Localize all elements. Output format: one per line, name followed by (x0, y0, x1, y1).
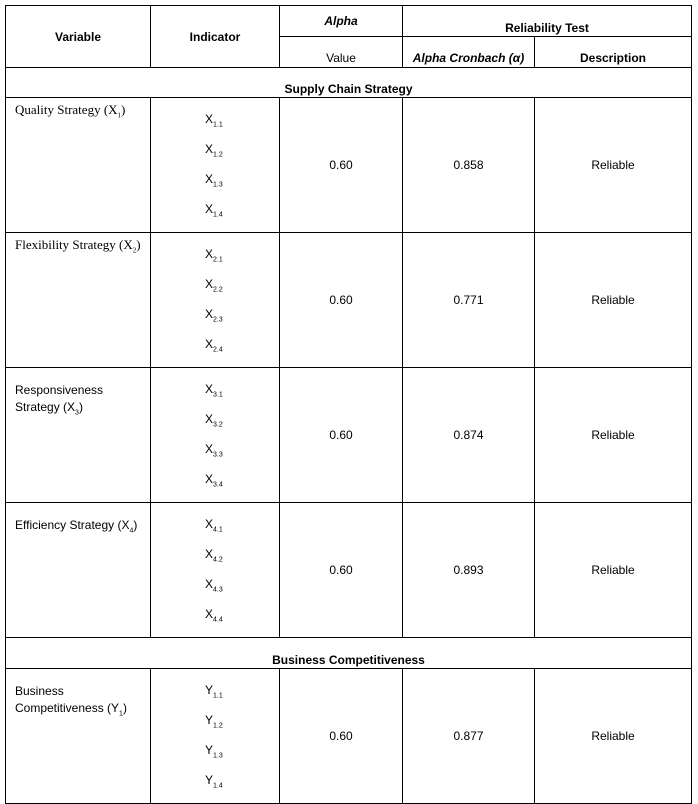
indicator-item: $X_{3.1}$ (205, 382, 223, 399)
alpha-value-cell: 0.60 (280, 233, 403, 368)
indicator-cell (151, 98, 280, 233)
indicator-item: $Y_{1.1}$ (205, 683, 223, 700)
indicator-item: $X_{4.1}$ (205, 517, 223, 534)
reliability-table-container (5, 5, 692, 804)
cronbach-cell: 0.771 (403, 233, 535, 368)
indicator-item: $X_{4.2}$ (205, 547, 223, 564)
section-row-supply-chain (6, 68, 692, 98)
description-cell: Reliable (535, 368, 692, 503)
variable-cell (6, 98, 151, 233)
cronbach-cell: 0.893 (403, 503, 535, 638)
header-alpha-cronbach: Alpha Cronbach (α) (403, 37, 535, 68)
header-row-1 (6, 6, 692, 37)
variable-label: Responsiveness Strategy (X (15, 383, 104, 414)
cronbach-cell: 0.858 (403, 98, 535, 233)
description-cell: Reliable (535, 669, 692, 804)
cronbach-cell: 0.877 (403, 669, 535, 804)
variable-label-end: ) (121, 102, 126, 117)
indicator-item: $X_{4.4}$ (205, 607, 223, 624)
section-row-business (6, 638, 692, 669)
header-indicator: Indicator (151, 6, 280, 68)
indicator-item: $X_{4.3}$ (205, 577, 223, 594)
description-cell: Reliable (535, 503, 692, 638)
header-reliability-test: Reliability Test (403, 6, 692, 37)
indicator-item: $X_{1.3}$ (205, 172, 223, 189)
variable-label: Flexibility Strategy (X (15, 237, 133, 252)
indicator-cell (151, 669, 280, 804)
section-title-business: Business Competitiveness (6, 638, 692, 669)
variable-cell (6, 503, 151, 638)
variable-label: Business Competitiveness (Y (15, 684, 120, 715)
indicator-item: $X_{2.2}$ (205, 277, 223, 294)
header-alpha-value: Value (280, 37, 403, 68)
table-row (6, 669, 692, 804)
table-row (6, 503, 692, 638)
indicator-item: $Y_{1.3}$ (205, 743, 223, 760)
variable-subscript: 4 (129, 527, 134, 535)
cronbach-cell: 0.874 (403, 368, 535, 503)
indicator-item: $X_{1.2}$ (205, 142, 223, 159)
alpha-value-cell: 0.60 (280, 669, 403, 804)
description-cell: Reliable (535, 233, 692, 368)
section-title-supply-chain: Supply Chain Strategy (6, 68, 692, 98)
variable-label-end: ) (122, 701, 127, 715)
variable-subscript: 1 (117, 111, 122, 120)
table-row (6, 233, 692, 368)
variable-label: Efficiency Strategy (X (15, 518, 130, 532)
table-row (6, 368, 692, 503)
indicator-cell (151, 503, 280, 638)
indicator-item: $X_{2.1}$ (205, 247, 223, 264)
alpha-value-cell: 0.60 (280, 368, 403, 503)
variable-label: Quality Strategy (X (15, 102, 118, 117)
variable-subscript: 2 (132, 246, 137, 255)
header-description: Description (535, 37, 692, 68)
table-row (6, 98, 692, 233)
alpha-value-cell: 0.60 (280, 98, 403, 233)
indicator-item: $X_{1.4}$ (205, 202, 223, 219)
variable-cell (6, 368, 151, 503)
description-cell: Reliable (535, 98, 692, 233)
indicator-item: $X_{3.2}$ (205, 412, 223, 429)
header-alpha-top: Alpha (280, 6, 403, 37)
header-variable: Variable (6, 6, 151, 68)
alpha-value-cell: 0.60 (280, 503, 403, 638)
indicator-item: $X_{2.3}$ (205, 307, 223, 324)
reliability-table (5, 5, 692, 804)
indicator-item: $X_{3.3}$ (205, 442, 223, 459)
variable-label-end: ) (136, 237, 141, 252)
variable-subscript: 3 (75, 409, 79, 417)
variable-subscript: 1 (119, 710, 123, 718)
indicator-cell (151, 233, 280, 368)
indicator-item: $Y_{1.4}$ (205, 773, 223, 790)
indicator-item: $X_{2.4}$ (205, 337, 223, 354)
variable-cell (6, 233, 151, 368)
indicator-item: $Y_{1.2}$ (205, 713, 223, 730)
indicator-item: $X_{3.4}$ (205, 472, 223, 489)
variable-cell (6, 669, 151, 804)
indicator-item: $X_{1.1}$ (205, 112, 223, 129)
variable-label-end: ) (78, 400, 83, 414)
variable-label-end: ) (133, 518, 138, 532)
indicator-cell (151, 368, 280, 503)
